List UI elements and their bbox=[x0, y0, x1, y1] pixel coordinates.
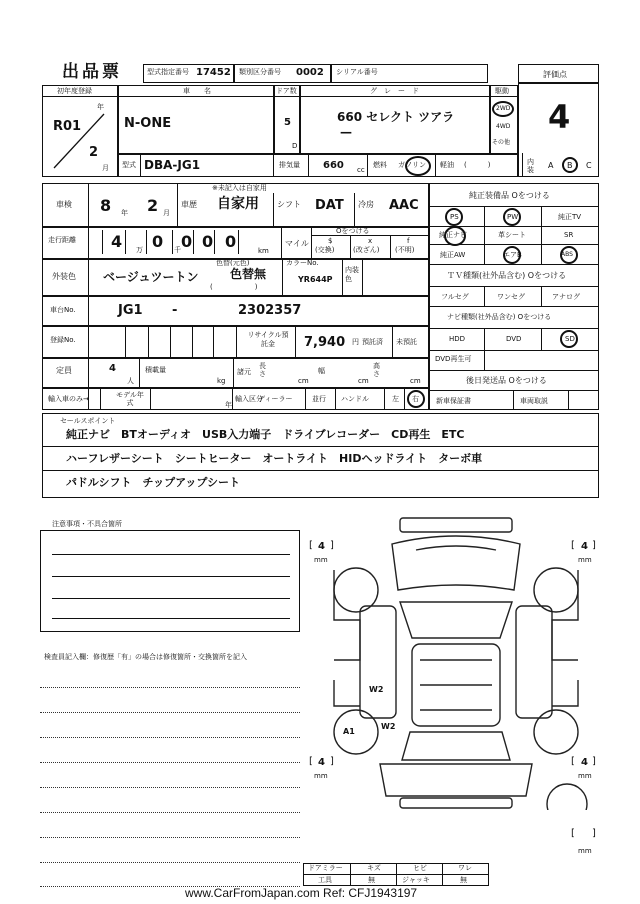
glass-row-2: 無 bbox=[368, 876, 375, 884]
tire-rl-value: 4 bbox=[318, 757, 325, 768]
first-reg-label: 初年度登録 bbox=[57, 87, 92, 95]
glass-row-3: ジャッキ bbox=[402, 876, 430, 884]
tire-fr-close: ] bbox=[592, 540, 596, 551]
inspect-label: 車検 bbox=[56, 200, 72, 209]
glass-header-3: ヒビ bbox=[413, 864, 427, 872]
color-orig-paren: ( ) bbox=[210, 283, 258, 291]
mileage-digit-2: 0 bbox=[152, 232, 164, 251]
colorno-label: カラーNo. bbox=[286, 259, 319, 267]
import-class-label: 輸入区分 bbox=[235, 395, 263, 403]
navi-hdd: HDD bbox=[449, 335, 466, 343]
meter-o-note: Oをつける bbox=[336, 227, 370, 235]
grade-label: グ レ ー ド bbox=[370, 87, 419, 95]
fuel-label: 燃料 bbox=[373, 161, 387, 169]
tire-fl-unit: mm bbox=[314, 556, 328, 564]
drive-4wd: 4WD bbox=[496, 123, 511, 130]
handle-label: ハンドル bbox=[341, 395, 369, 403]
chassis-value: 2302357 bbox=[238, 303, 302, 318]
import-parallel: 並行 bbox=[312, 395, 326, 403]
grade-value: 660 セレクト ツアラ bbox=[337, 110, 455, 124]
tire-rr-value: 4 bbox=[581, 757, 588, 768]
tire-fl-value: 4 bbox=[318, 541, 325, 552]
color-orig-value: 色替無 bbox=[230, 267, 267, 281]
door-unit: D bbox=[292, 142, 298, 150]
capacity-label: 定員 bbox=[56, 366, 72, 375]
class-label: 類別区分番号 bbox=[239, 68, 281, 76]
tire-fl-close: ] bbox=[330, 540, 334, 551]
car-name-label: 車 名 bbox=[183, 87, 211, 95]
tv-fullseg: フルセグ bbox=[441, 293, 469, 301]
type-cert-no: 17452 bbox=[196, 67, 231, 78]
handle-right: 右 bbox=[412, 395, 419, 403]
chassis-label: 車台No. bbox=[50, 306, 76, 314]
tire-rl-close: ] bbox=[330, 756, 334, 767]
colorno-value: YR644P bbox=[298, 275, 333, 284]
mileage-digit-5: 0 bbox=[225, 232, 237, 251]
equip-abs: ABS bbox=[561, 251, 573, 258]
first-reg-slash bbox=[48, 108, 114, 174]
delivery-header: 後日発送品 Oをつける bbox=[466, 376, 547, 385]
tire-rr-open: [ bbox=[571, 756, 575, 767]
type-cert-label: 型式指定番号 bbox=[147, 68, 189, 76]
color-value: ベージュツートン bbox=[103, 270, 199, 284]
color-orig-label: 色替(元色) bbox=[216, 259, 250, 267]
recycle-paid: 預託済 bbox=[362, 338, 383, 346]
damage-w2-a: W2 bbox=[369, 685, 384, 694]
sales-label: セールスポイント bbox=[60, 417, 116, 425]
mileage-digit-4: 0 bbox=[202, 232, 214, 251]
load-unit: kg bbox=[217, 377, 226, 385]
tire-rr-close: ] bbox=[592, 756, 596, 767]
first-reg-year: R01 bbox=[53, 119, 82, 134]
navi-sd: SD bbox=[565, 335, 575, 343]
model-label: 型式 bbox=[122, 161, 136, 169]
meter-swap-c-label: (不明) bbox=[395, 246, 415, 254]
rating-value: 4 bbox=[548, 98, 571, 136]
ac-value: AAC bbox=[389, 198, 419, 213]
interior-a: A bbox=[548, 161, 554, 170]
tire-rl-open: [ bbox=[309, 756, 313, 767]
regno-label: 登録No. bbox=[50, 336, 76, 344]
glass-row-4: 無 bbox=[460, 876, 467, 884]
width-unit: cm bbox=[358, 377, 369, 385]
grade-dash: — bbox=[340, 125, 352, 139]
capacity-value: 4 bbox=[109, 363, 116, 374]
month-unit: 月 bbox=[102, 164, 109, 172]
tire-spare-close: ] bbox=[592, 828, 596, 839]
import-label: 輸入車のみ→ bbox=[48, 395, 89, 403]
equip-navi: 純正ナビ bbox=[439, 231, 467, 239]
first-reg-month: 2 bbox=[89, 145, 99, 160]
equip-pw: PW bbox=[507, 213, 519, 221]
fuel-paren: ( ) bbox=[464, 161, 491, 169]
shift-label: シフト bbox=[277, 200, 301, 209]
car-damage-diagram bbox=[320, 510, 600, 810]
navi-type-header: ナビ種類(社外品含む) Oをつける bbox=[447, 313, 552, 321]
equip-ps: PS bbox=[450, 213, 459, 221]
inspect-year-unit: 年 bbox=[121, 209, 128, 217]
inspector-label: 検査員記入欄：修復歴「有」の場合は修復箇所・交換箇所を記入 bbox=[44, 653, 247, 661]
navi-dvd: DVD bbox=[506, 335, 522, 343]
inspect-month-unit: 月 bbox=[163, 209, 170, 217]
drive-other: その他 bbox=[492, 139, 511, 146]
fuel-gasoline: ガソリン bbox=[398, 161, 426, 169]
inspect-month: 2 bbox=[147, 196, 159, 215]
tire-rl-unit: mm bbox=[314, 772, 328, 780]
recycle-unpaid: 未預託 bbox=[396, 338, 417, 346]
sheet-title: 出品票 bbox=[62, 62, 122, 82]
interior-label: 内装 bbox=[527, 158, 534, 174]
car-name: N-ONE bbox=[124, 116, 172, 131]
rating-label: 評価点 bbox=[543, 70, 567, 79]
disp-value: 660 bbox=[323, 160, 344, 171]
tv-oneseg: ワンセグ bbox=[497, 293, 525, 301]
navi-dvd-play: DVD再生可 bbox=[435, 355, 472, 363]
model-year-unit: 年 bbox=[225, 401, 232, 409]
drive-2wd: 2WD bbox=[496, 105, 511, 112]
equip-aw: 純正AW bbox=[440, 251, 466, 259]
height-label: 高さ bbox=[373, 362, 380, 378]
chassis-dash: - bbox=[172, 303, 178, 318]
drive-label: 駆動 bbox=[495, 87, 509, 95]
capacity-unit: 人 bbox=[127, 377, 134, 385]
history-label: 車歴 bbox=[181, 200, 197, 209]
history-note: ※未記入は自家用 bbox=[212, 184, 267, 192]
tv-type-header: ＴＶ種類(社外品含む) Oをつける bbox=[447, 271, 567, 280]
dim-label: 諸元 bbox=[237, 368, 251, 376]
year-unit: 年 bbox=[97, 103, 104, 111]
shift-value: DAT bbox=[315, 198, 344, 213]
tire-fr-open: [ bbox=[571, 540, 575, 551]
tire-fr-value: 4 bbox=[581, 541, 588, 552]
tire-spare-unit: mm bbox=[578, 847, 592, 855]
tire-fl-open: [ bbox=[309, 540, 313, 551]
fuel-diesel: 軽油 bbox=[440, 161, 454, 169]
meter-swap-a-label: (交換) bbox=[315, 246, 335, 254]
tire-spare-open: [ bbox=[571, 828, 575, 839]
serial-label: シリアル番号 bbox=[336, 68, 378, 76]
len-unit: cm bbox=[298, 377, 309, 385]
inspect-year: 8 bbox=[100, 196, 112, 215]
damage-w2-b: W2 bbox=[381, 722, 396, 731]
class-no: 0002 bbox=[296, 67, 324, 78]
damage-a1: A1 bbox=[343, 727, 355, 736]
height-unit: cm bbox=[410, 377, 421, 385]
import-dealer: ディーラー bbox=[258, 395, 293, 403]
interior-b: B bbox=[567, 161, 573, 170]
width-label: 幅 bbox=[318, 367, 325, 375]
delivery-warranty: 新車保証書 bbox=[436, 397, 471, 405]
delivery-manual: 車両取説 bbox=[520, 397, 548, 405]
equip-leather: 革シート bbox=[498, 231, 526, 239]
history-value: 自家用 bbox=[217, 196, 259, 212]
chassis-prefix: JG1 bbox=[118, 303, 143, 318]
mileage-km: km bbox=[258, 247, 269, 255]
glass-header-1: ドアミラー bbox=[308, 864, 343, 872]
disp-unit: cc bbox=[357, 166, 365, 174]
model-year-label: モデル年式 bbox=[116, 391, 144, 407]
recycle-label: リサイクル預託金 bbox=[247, 331, 289, 348]
sales-line-1: 純正ナビ BTオーディオ USB入力端子 ドライブレコーダー CD再生 ETC bbox=[66, 428, 465, 441]
int-color-label: 内装色 bbox=[345, 266, 359, 283]
sales-line-3: パドルシフト チップアップシート bbox=[66, 476, 240, 489]
mileage-digit-1: 4 bbox=[111, 232, 123, 251]
handle-left: 左 bbox=[392, 395, 399, 403]
recycle-unit: 円 bbox=[352, 338, 359, 346]
equip-aircon: エアB bbox=[503, 251, 522, 259]
color-label: 外装色 bbox=[52, 272, 76, 281]
caution-box bbox=[40, 530, 300, 632]
interior-c: C bbox=[586, 161, 592, 170]
glass-row-1: 工具 bbox=[318, 876, 332, 884]
glass-header-2: キズ bbox=[367, 864, 381, 872]
equip-header: 純正装備品 Oをつける bbox=[469, 191, 550, 200]
len-label: 長さ bbox=[259, 362, 266, 378]
meter-swap-a: $ bbox=[328, 237, 333, 245]
disp-label: 排気量 bbox=[279, 161, 300, 169]
equip-tv: 純正TV bbox=[558, 213, 582, 221]
mileage-mile: マイル bbox=[285, 239, 309, 248]
recycle-value: 7,940 bbox=[304, 335, 346, 350]
mileage-digit-3: 0 bbox=[181, 232, 193, 251]
mileage-man: 万 bbox=[136, 246, 143, 254]
ac-label: 冷房 bbox=[358, 200, 374, 209]
tire-fr-unit: mm bbox=[578, 556, 592, 564]
mileage-sen: 千 bbox=[174, 246, 181, 254]
footer-watermark: www.CarFromJapan.com Ref: CFJ1943197 bbox=[185, 886, 418, 900]
tv-analog: アナログ bbox=[552, 293, 580, 301]
mileage-label: 走行距離 bbox=[48, 236, 76, 244]
tire-rr-unit: mm bbox=[578, 772, 592, 780]
doors-label: ドア数 bbox=[276, 87, 297, 95]
meter-swap-b-label: (改ざん) bbox=[353, 246, 380, 254]
equip-sr: SR bbox=[564, 231, 574, 239]
caution-label: 注意事項・不具合箇所 bbox=[52, 520, 122, 528]
doors-value: 5 bbox=[284, 117, 291, 128]
meter-swap-b: x bbox=[368, 237, 373, 245]
glass-header-4: ワレ bbox=[458, 864, 472, 872]
load-label: 積載量 bbox=[145, 366, 166, 374]
model-value: DBA-JG1 bbox=[144, 158, 201, 172]
meter-swap-c: f bbox=[407, 237, 410, 245]
sales-line-2: ハーフレザーシート シートヒーター オートライト HIDヘッドライト ターボ車 bbox=[66, 452, 483, 465]
